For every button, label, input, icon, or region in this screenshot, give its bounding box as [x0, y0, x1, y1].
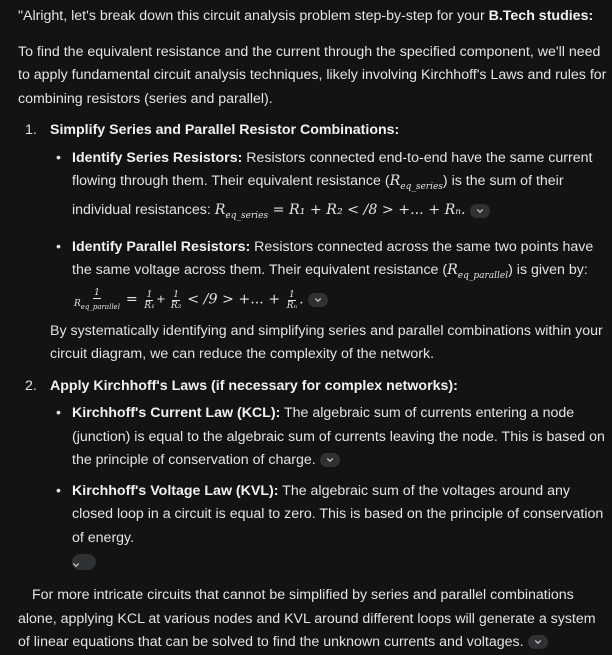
fraction: $\frac{1}{R_{eq\_parallel}}$ [74, 288, 120, 312]
response-body [18, 5, 610, 655]
fraction: $\frac{1}{\text{R₁}}$ [144, 289, 155, 311]
list-item: • Kirchhoff's Current Law (KCL): The algebraic sum of currents entering a node (junction) is equal to the algebraic sum of currents leaving the node. This is based on the principle of conservation of charge. [18, 402, 610, 473]
section-2-bullets [18, 402, 610, 570]
series-symbol: $R_{eq\_series}$ [389, 173, 443, 192]
fraction: $\frac{1}{\text{Rₙ}}$ [286, 289, 298, 311]
bullet-dot: • [56, 238, 61, 255]
list-item: • Kirchhoff's Voltage Law (KVL): The algebraic sum of the voltages around any closed loop in a circuit is equal to zero. This is based on the principle of conservation of energy. [18, 480, 610, 571]
section-2-title: 2. Apply Kirchhoff's Laws (if necessary for complex networks): [25, 377, 458, 394]
section-1-title: 1. Simplify Series and Parallel Resistor Combinations: [25, 122, 400, 138]
intro-opening: "Alright, let's break down this circuit analysis problem step-by-step for your B.Tech studies: [18, 8, 594, 24]
expand-chip[interactable] [320, 453, 340, 467]
bullet-dot: • [56, 149, 61, 166]
fraction: $\frac{1}{\text{R₂}}$ [170, 289, 182, 311]
chevron-down-icon [326, 456, 334, 464]
chevron-down-icon [72, 561, 80, 569]
expand-chip[interactable] [528, 635, 548, 649]
section-1-bullets [18, 147, 610, 313]
chevron-down-icon [476, 207, 484, 215]
parallel-symbol: $R_{eq\_parallel}$ [447, 262, 509, 281]
section-1-closing: By systematically identifying and simplifying series and parallel combinations within your circuit diagram, we can reduce the complexity of the network. [50, 322, 603, 363]
chevron-down-icon [534, 638, 542, 646]
expand-chip[interactable] [72, 554, 96, 570]
series-formula: $R_{eq\_series} = R_1 + R_2 < /8$ > +... + Rₙ. [214, 202, 466, 222]
chevron-down-icon [314, 296, 322, 304]
list-item: • Identify Series Resistors: Resistors connected end-to-end have the same current flowing through them. Their equivalent resistance $(R_{eq\_series})$ is the sum of their individual resistances: $R_{eq\_series} = R_1 + R_2 < /8$ > +... + Rₙ. [18, 147, 610, 229]
conclusion-paragraph: For more intricate circuits that cannot be simplified by series and parallel combinations alone, applying KCL at various nodes and KVL around different loops will generate a system of linear equations that can be solved to find the unknown currents and voltages. [18, 587, 596, 651]
expand-chip[interactable] [308, 293, 328, 307]
intro-paragraph: To find the equivalent resistance and the current through the specified component, we'll need to apply fundamental circuit analysis techniques, likely involving Kirchhoff's Laws and rules for combining resistors (series and parallel). [18, 43, 607, 107]
bullet-dot: • [56, 482, 61, 499]
list-item: • Identify Parallel Resistors: Resistors connected across the same two points have the same voltage across them. Their equivalent resistance $(R_{eq\_parallel})$ is given by: $\frac{1}{R_{eq\_parallel}}$ = $\frac{1}{\text{R₁}}$ + $\frac{1}{\text{R₂}}$ < /9 > +... + $\frac{1}{\text{Rₙ}}$ . [18, 236, 610, 313]
bullet-dot: • [56, 405, 61, 422]
expand-chip[interactable] [470, 204, 490, 218]
